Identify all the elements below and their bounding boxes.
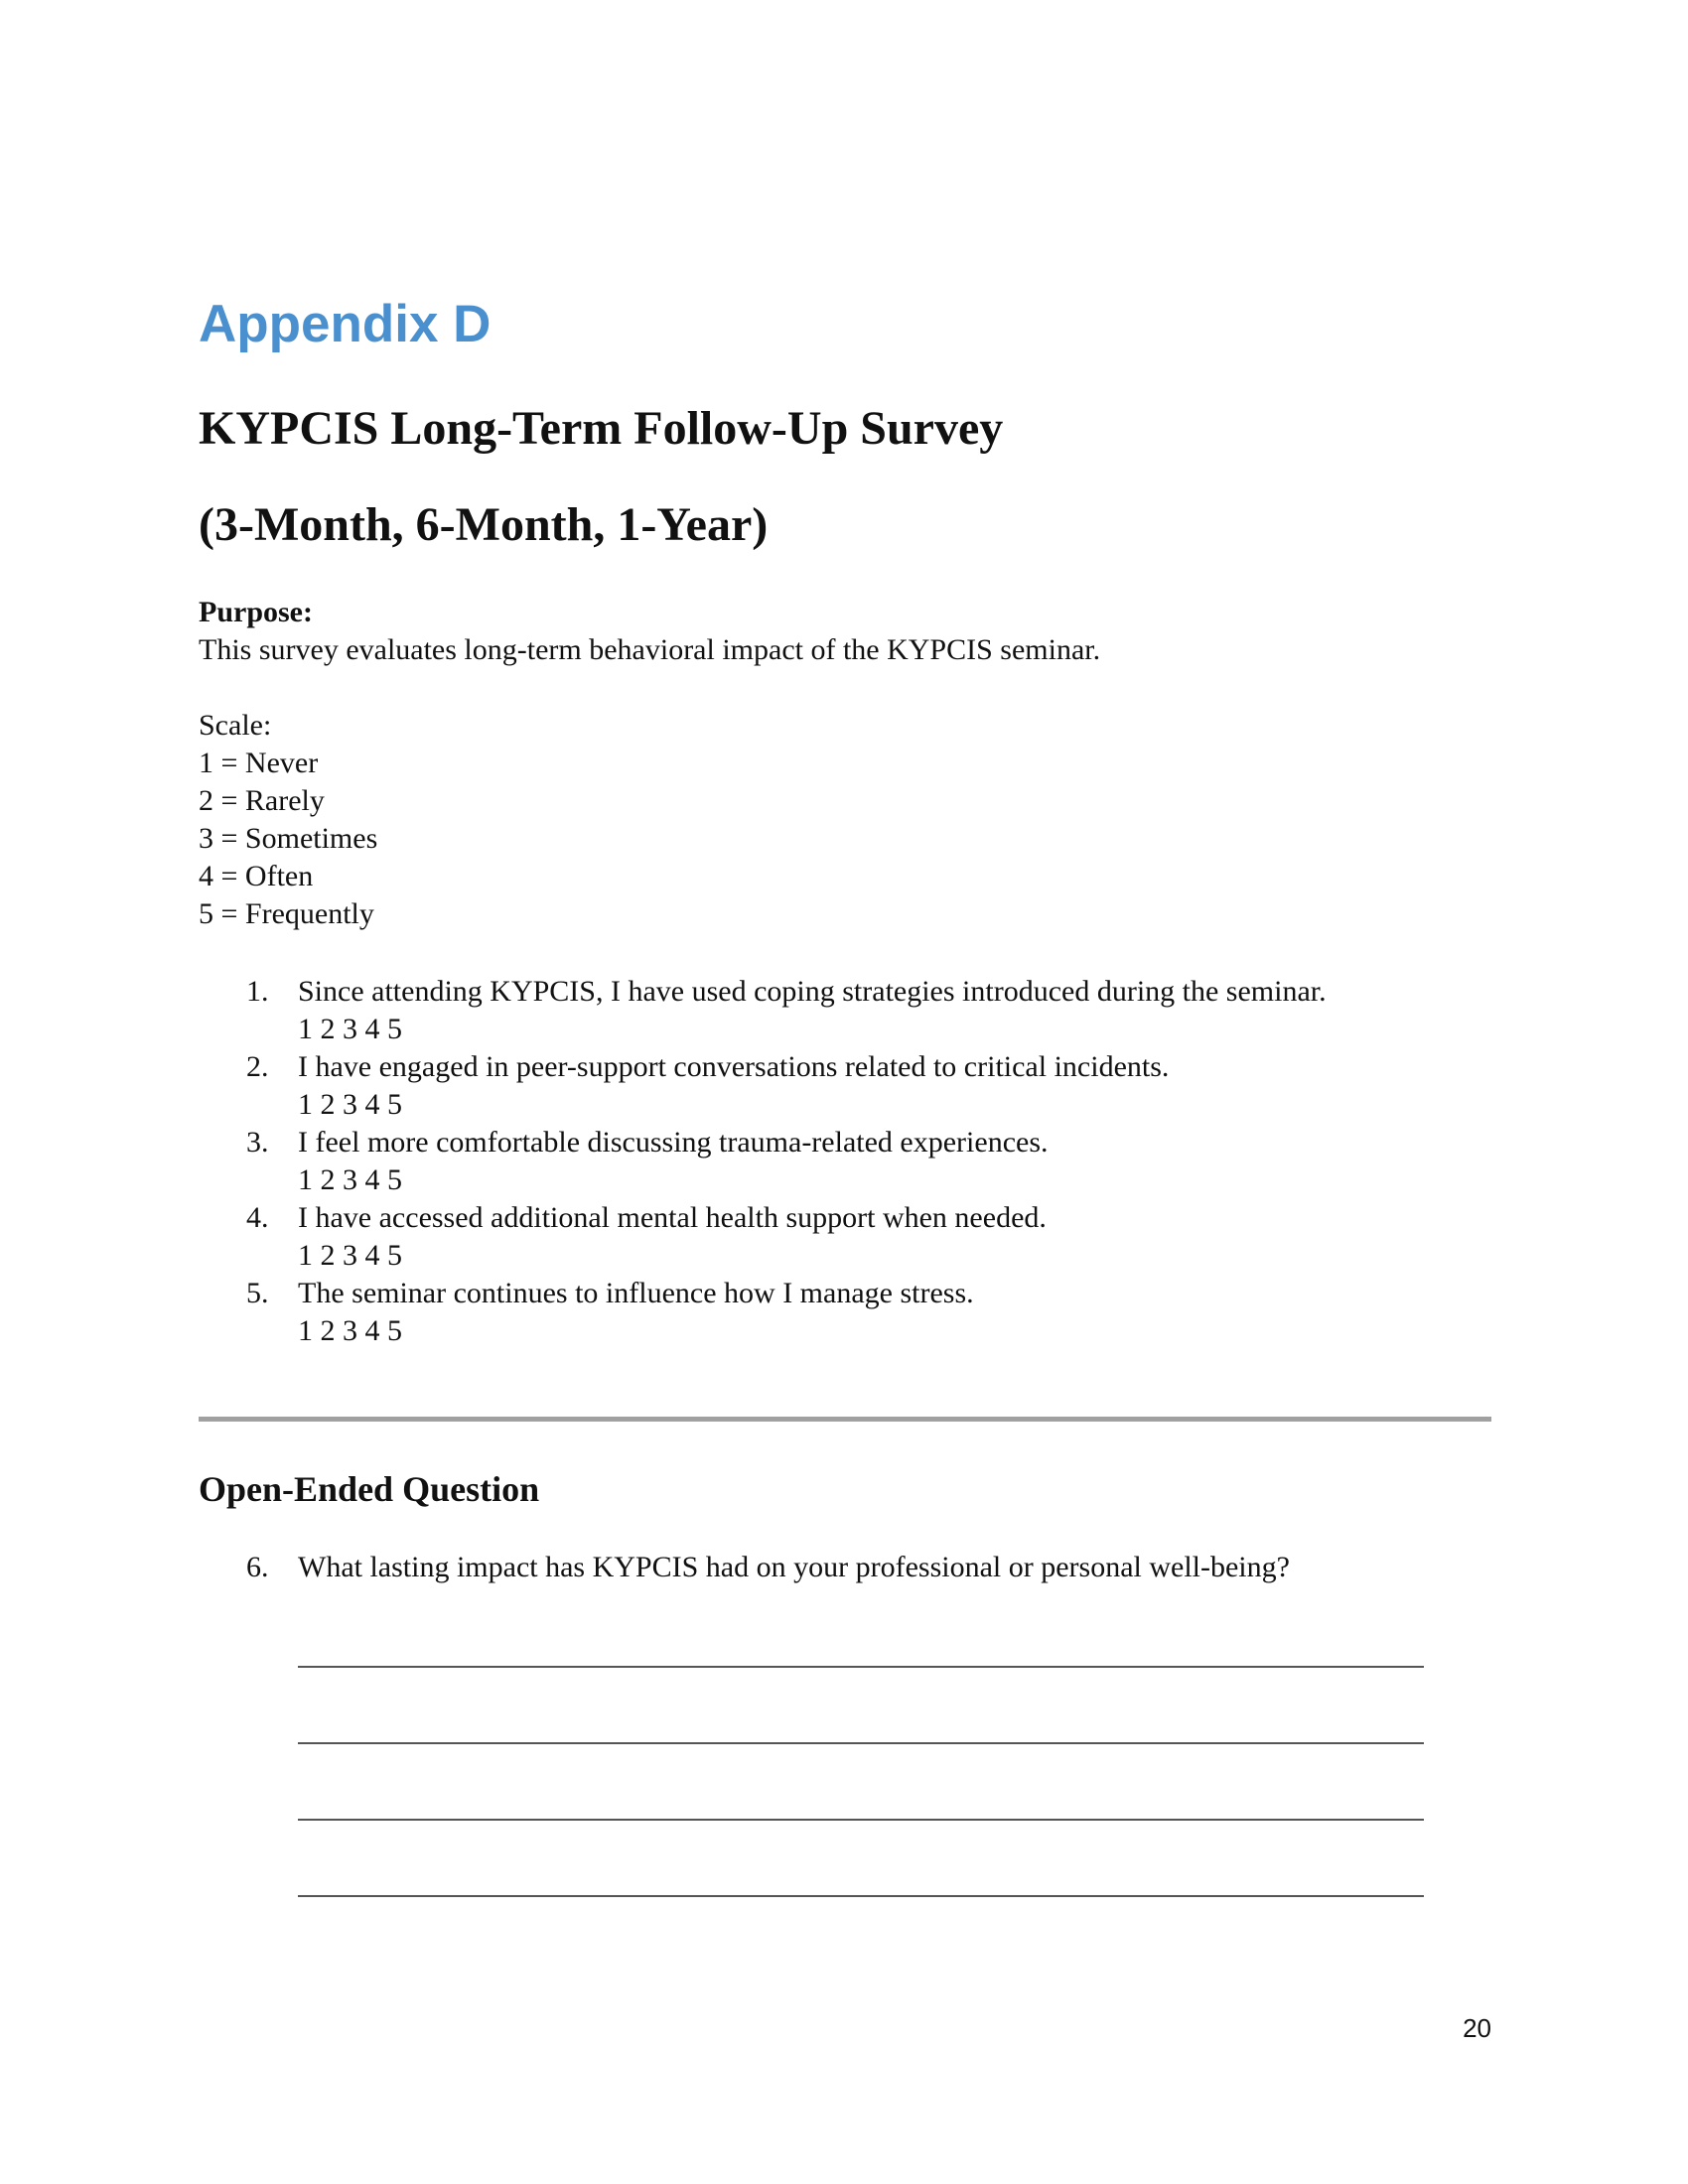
page-number: 20 (1463, 2013, 1491, 2043)
question-number: 5. (246, 1277, 269, 1309)
open-ended-question (199, 1549, 1489, 1586)
purpose-label: Purpose: (199, 596, 313, 628)
scale-item-5: 5 = Frequently (199, 897, 374, 930)
scale-item-3: 3 = Sometimes (199, 822, 378, 855)
rating-options: 1 2 3 4 5 (298, 1239, 402, 1272)
purpose-text: This survey evaluates long-term behavioral impact of the KYPCIS seminar. (199, 633, 1101, 666)
rating-questions (199, 973, 1489, 1350)
scale-legend (199, 707, 377, 933)
appendix-heading: Appendix D (199, 295, 492, 353)
answer-line[interactable] (298, 1666, 1424, 1668)
rating-options: 1 2 3 4 5 (298, 1163, 402, 1196)
answer-line[interactable] (298, 1742, 1424, 1744)
rating-options: 1 2 3 4 5 (298, 1314, 402, 1347)
question-item (199, 1275, 1489, 1350)
question-item (199, 1199, 1489, 1275)
scale-item-4: 4 = Often (199, 860, 314, 892)
rating-options: 1 2 3 4 5 (298, 1088, 402, 1121)
question-text: I have engaged in peer-support conversations related to critical incidents. (298, 1050, 1170, 1083)
question-number: 1. (246, 975, 269, 1008)
answer-line[interactable] (298, 1895, 1424, 1897)
scale-item-2: 2 = Rarely (199, 784, 325, 817)
answer-line[interactable] (298, 1819, 1424, 1821)
question-item (199, 973, 1489, 1048)
question-text: The seminar continues to influence how I manage stress. (298, 1277, 974, 1309)
rating-options: 1 2 3 4 5 (298, 1013, 402, 1045)
question-number: 3. (246, 1126, 269, 1159)
question-text: I have accessed additional mental health support when needed. (298, 1201, 1047, 1234)
survey-subtitle: (3-Month, 6-Month, 1-Year) (199, 498, 769, 551)
open-ended-heading: Open-Ended Question (199, 1469, 540, 1509)
question-number: 4. (246, 1201, 269, 1234)
survey-title: KYPCIS Long-Term Follow-Up Survey (199, 402, 1004, 455)
question-number: 2. (246, 1050, 269, 1083)
question-item (199, 1124, 1489, 1199)
section-divider (199, 1417, 1491, 1422)
scale-item-1: 1 = Never (199, 747, 319, 779)
question-number: 6. (246, 1551, 269, 1583)
scale-label: Scale: (199, 709, 272, 742)
question-text: What lasting impact has KYPCIS had on your professional or personal well-being? (298, 1551, 1290, 1583)
question-text: I feel more comfortable discussing trauma-related experiences. (298, 1126, 1049, 1159)
question-item (199, 1048, 1489, 1124)
question-text: Since attending KYPCIS, I have used coping strategies introduced during the seminar. (298, 975, 1327, 1008)
